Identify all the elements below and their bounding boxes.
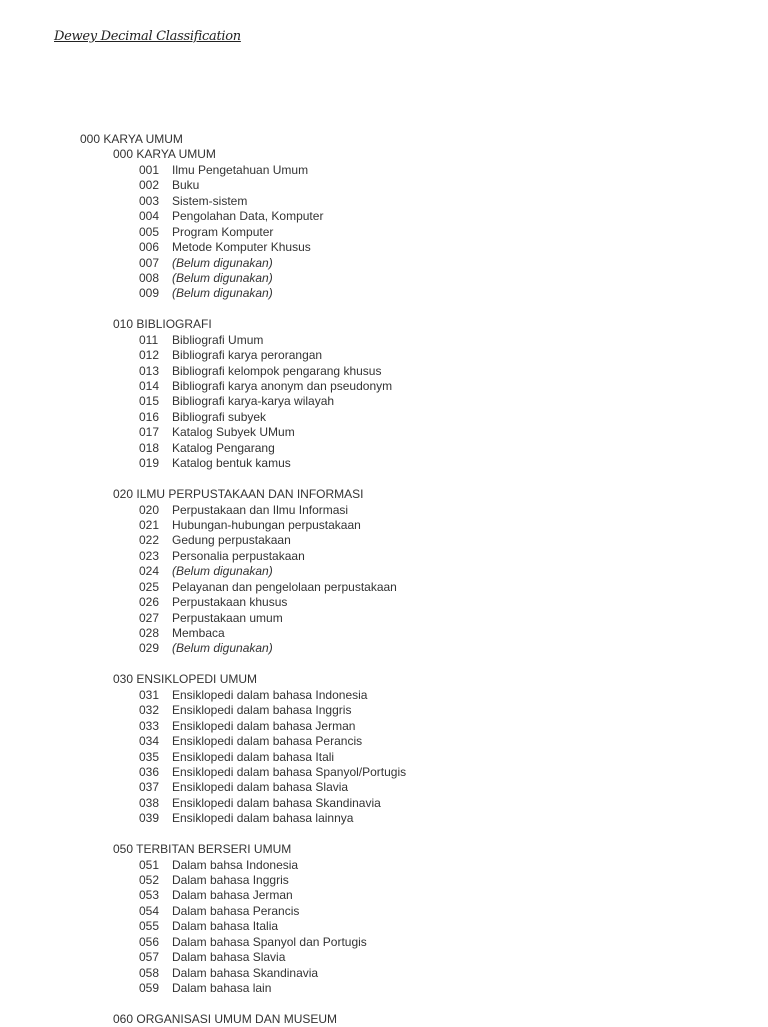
list-item	[80, 410, 720, 425]
list-item	[80, 858, 720, 873]
item-label: Ensiklopedi dalam bahasa Indonesia	[172, 687, 368, 702]
item-label: Dalam bahasa Italia	[172, 919, 279, 934]
division-heading: 030 ENSIKLOPEDI UMUM	[113, 672, 258, 687]
list-item	[80, 611, 720, 626]
list-item	[80, 240, 720, 255]
division-heading: 050 TERBITAN BERSERI UMUM	[113, 842, 292, 857]
item-code: 055	[139, 919, 160, 934]
sections-container	[80, 147, 720, 1027]
list-item	[80, 888, 720, 903]
item-label: Dalam bahasa Inggris	[172, 873, 289, 887]
item-code: 007	[139, 255, 160, 270]
item-code: 013	[139, 363, 160, 378]
item-label: Ensiklopedi dalam bahasa Itali	[172, 749, 335, 764]
item-label: (Belum digunakan)	[172, 270, 273, 285]
blank-line	[80, 827, 720, 842]
item-label: Membaca	[172, 626, 225, 640]
list-item	[80, 425, 720, 440]
document-title: Dewey Decimal Classification	[54, 29, 241, 44]
blank-line	[80, 302, 720, 317]
item-label: Perpustakaan umum	[172, 610, 283, 625]
item-code: 004	[139, 209, 160, 224]
item-label: Perpustakaan khusus	[172, 595, 288, 610]
item-label: Bibliografi Umum	[172, 332, 264, 347]
item-code: 031	[139, 687, 160, 702]
list-item	[80, 935, 720, 950]
list-item	[80, 564, 720, 579]
item-label: Bibliografi kelompok pengarang khusus	[172, 363, 382, 378]
item-code: 032	[139, 703, 160, 718]
item-label: Metode Komputer Khusus	[172, 240, 311, 255]
item-code: 026	[139, 595, 160, 610]
item-label: Dalam bahasa Slavia	[172, 950, 286, 965]
list-item	[80, 734, 720, 749]
item-label: Bibliografi karya anonym dan pseudonym	[172, 379, 393, 393]
item-code: 054	[139, 903, 160, 918]
item-code: 002	[139, 178, 160, 193]
list-item	[80, 441, 720, 456]
list-item	[80, 503, 720, 518]
item-label: Pengolahan Data, Komputer	[172, 209, 324, 224]
list-item	[80, 379, 720, 394]
item-code: 009	[139, 286, 160, 301]
list-item	[80, 966, 720, 981]
list-item	[80, 194, 720, 209]
item-label: Ensiklopedi dalam bahasa Inggris	[172, 703, 352, 718]
item-label: Perpustakaan dan Ilmu Informasi	[172, 502, 349, 517]
item-code: 021	[139, 517, 160, 532]
item-label: Dalam bahsa Indonesia	[172, 857, 299, 872]
item-code: 016	[139, 409, 160, 424]
list-item	[80, 811, 720, 826]
item-label: Hubungan-hubungan perpustakaan	[172, 517, 361, 532]
blank-line	[80, 472, 720, 487]
list-item	[80, 209, 720, 224]
list-item	[80, 364, 720, 379]
item-code: 035	[139, 749, 160, 764]
list-item	[80, 641, 720, 656]
list-item	[80, 750, 720, 765]
item-code: 003	[139, 193, 160, 208]
item-code: 052	[139, 873, 160, 887]
blank-line	[80, 997, 720, 1012]
item-label: Dalam bahasa Skandinavia	[172, 965, 319, 980]
list-item	[80, 703, 720, 718]
item-code: 027	[139, 610, 160, 625]
item-code: 022	[139, 533, 160, 548]
list-item	[80, 780, 720, 795]
item-label: Program Komputer	[172, 224, 274, 239]
list-item	[80, 765, 720, 780]
item-label: (Belum digunakan)	[172, 255, 273, 270]
item-code: 028	[139, 626, 160, 640]
item-code: 017	[139, 425, 160, 440]
item-code: 036	[139, 764, 160, 779]
item-label: Katalog Subyek UMum	[172, 425, 295, 440]
division-heading: 020 ILMU PERPUSTAKAAN DAN INFORMASI	[113, 487, 364, 502]
list-item	[80, 225, 720, 240]
item-code: 006	[139, 240, 160, 255]
item-label: Ensiklopedi dalam bahasa Skandinavia	[172, 795, 381, 810]
item-code: 011	[139, 332, 159, 347]
list-item	[80, 549, 720, 564]
item-code: 001	[139, 162, 160, 177]
item-code: 039	[139, 811, 160, 826]
item-code: 057	[139, 950, 160, 965]
item-code: 012	[139, 348, 160, 363]
item-label: Personalia perpustakaan	[172, 548, 305, 563]
item-label: Dalam bahasa Jerman	[172, 888, 293, 903]
item-label: (Belum digunakan)	[172, 564, 273, 579]
item-label: (Belum digunakan)	[172, 286, 273, 301]
list-item	[80, 456, 720, 471]
division-heading: 060 ORGANISASI UMUM DAN MUSEUM	[113, 1011, 338, 1026]
list-item	[80, 271, 720, 286]
item-code: 037	[139, 780, 160, 795]
item-code: 023	[139, 548, 160, 563]
item-code: 020	[139, 502, 160, 517]
item-code: 051	[139, 857, 160, 872]
item-code: 005	[139, 224, 160, 239]
item-label: Ensiklopedi dalam bahasa Perancis	[172, 734, 363, 749]
item-code: 033	[139, 718, 160, 733]
blank-line	[80, 657, 720, 672]
item-label: Bibliografi subyek	[172, 409, 267, 424]
list-item	[80, 904, 720, 919]
list-item	[80, 719, 720, 734]
item-label: Bibliografi karya perorangan	[172, 348, 323, 363]
list-item	[80, 533, 720, 548]
list-item	[80, 919, 720, 934]
item-code: 024	[139, 564, 160, 579]
list-item	[80, 256, 720, 271]
item-label: Katalog Pengarang	[172, 440, 275, 455]
list-item	[80, 163, 720, 178]
item-code: 029	[139, 641, 160, 656]
item-label: (Belum digunakan)	[172, 641, 273, 656]
list-item	[80, 286, 720, 301]
item-label: Bibliografi karya-karya wilayah	[172, 394, 335, 409]
item-label: Pelayanan dan pengelolaan perpustakaan	[172, 579, 397, 594]
list-item	[80, 873, 720, 888]
list-item	[80, 178, 720, 193]
item-code: 038	[139, 795, 160, 810]
item-code: 014	[139, 379, 160, 393]
item-label: Ensiklopedi dalam bahasa Jerman	[172, 718, 356, 733]
item-code: 018	[139, 440, 160, 455]
item-code: 025	[139, 579, 160, 594]
item-label: Dalam bahasa Spanyol dan Portugis	[172, 934, 367, 949]
item-code: 008	[139, 270, 160, 285]
list-item	[80, 796, 720, 811]
list-item	[80, 333, 720, 348]
item-label: Dalam bahasa Perancis	[172, 903, 300, 918]
list-item	[80, 580, 720, 595]
main-class-heading: 000 KARYA UMUM	[80, 132, 183, 146]
division-heading: 010 BIBLIOGRAFI	[113, 317, 212, 332]
classification-list	[80, 132, 720, 1027]
list-item	[80, 626, 720, 641]
item-code: 056	[139, 934, 160, 949]
list-item	[80, 688, 720, 703]
list-item	[80, 595, 720, 610]
item-code: 015	[139, 394, 160, 409]
division-heading: 000 KARYA UMUM	[113, 147, 216, 162]
list-item	[80, 981, 720, 996]
list-item	[80, 394, 720, 409]
item-label: Buku	[172, 178, 200, 193]
item-label: Ensiklopedi dalam bahasa Spanyol/Portugis	[172, 764, 407, 779]
list-item	[80, 950, 720, 965]
item-code: 034	[139, 734, 160, 749]
item-code: 053	[139, 888, 160, 903]
item-label: Ensiklopedi dalam bahasa Slavia	[172, 780, 349, 795]
item-label: Dalam bahasa lain	[172, 981, 272, 996]
item-code: 019	[139, 456, 160, 471]
item-label: Sistem-sistem	[172, 193, 248, 208]
item-label: Gedung perpustakaan	[172, 533, 291, 548]
item-code: 058	[139, 965, 160, 980]
list-item	[80, 348, 720, 363]
item-label: Katalog bentuk kamus	[172, 456, 291, 471]
item-label: Ilmu Pengetahuan Umum	[172, 162, 309, 177]
item-label: Ensiklopedi dalam bahasa lainnya	[172, 811, 354, 826]
list-item	[80, 518, 720, 533]
item-code: 059	[139, 981, 160, 996]
